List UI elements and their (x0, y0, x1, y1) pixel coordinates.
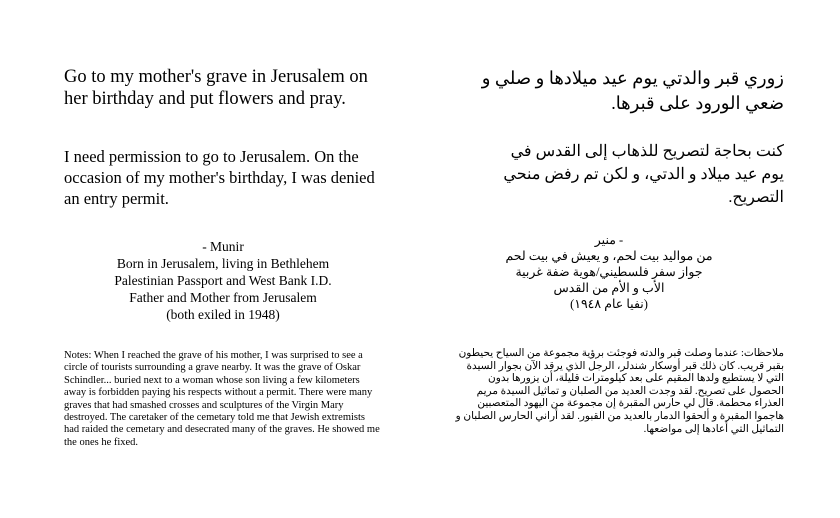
arabic-wish: زوري قبر والدتي يوم عيد ميلادها و صلي و ضعي الورود على قبرها. (481, 68, 784, 113)
english-signature-line: Father and Mother from Jerusalem (129, 290, 317, 305)
arabic-signature-line: (نفيا عام ١٩٤٨) (570, 297, 648, 311)
arabic-signature-name: - منير (594, 233, 624, 247)
arabic-request: كنت بحاجة لتصريح للذهاب إلى القدس في يوم عيد ميلاد و الدتي، و لكن تم رفض منحي التصريح. (503, 143, 784, 206)
arabic-signature-line: الأب و الأم من القدس (553, 281, 665, 295)
english-signature-line: (both exiled in 1948) (166, 307, 280, 322)
arabic-signature-line: جواز سفر فلسطيني/هوية ضفة غربية (515, 265, 703, 279)
english-signature-name: - Munir (202, 239, 244, 254)
english-request: I need permission to go to Jerusalem. On the occasion of my mother's birthday, I was denied an entry permit. (64, 147, 375, 208)
english-signature-line: Palestinian Passport and West Bank I.D. (114, 273, 332, 288)
arabic-notes: ملاحظات: عندما وصلت قبر والدته فوجئت برؤية مجموعة من السياح يحيطون بقبر قريب. كان ذلك قبر أوسكار شندلر، الرجل الذي يرقد الآن بجوار السيدة التي لا يستطيع ولدها المقيم على بعد كيلومترات قليلة، أن يزورها بدون الحصول على تصريح. لقد وجدت العديد من الصلبان و تماثيل السيدة مريم العذراء محطمة. قال لي حارس المقبرة إن مجموعة من اليهود المتعصبين هاجموا المقبرة و ألحقوا الدمار بالعديد من القبور. لقد أراني الحارس الصلبان و التماثيل التي أعادها إلى مواضعها. (455, 348, 784, 435)
arabic-signature-line: من مواليد بيت لحم، و يعيش في بيت لحم (505, 249, 713, 263)
arabic-signature (494, 232, 724, 312)
english-signature (64, 238, 382, 323)
english-notes: Notes: When I reached the grave of his mother, I was surprised to see a circle of tourists surrounding a grave nearby. It was the grave of Oskar Schindler... buried next to a woman whose son living a few kilometers away is forbidden paying his respects without a permit. There were many graves that had smashed crosses and sculptures of the Virgin Mary destroyed. The caretaker of the cemetary told me that Jewish extremists had raided the cemetary and desecrated many of the graves. He showed me the ones he fixed. (64, 350, 380, 448)
english-wish: Go to my mother's grave in Jerusalem on her birthday and put flowers and pray. (64, 67, 368, 109)
english-signature-line: Born in Jerusalem, living in Bethlehem (116, 256, 330, 271)
